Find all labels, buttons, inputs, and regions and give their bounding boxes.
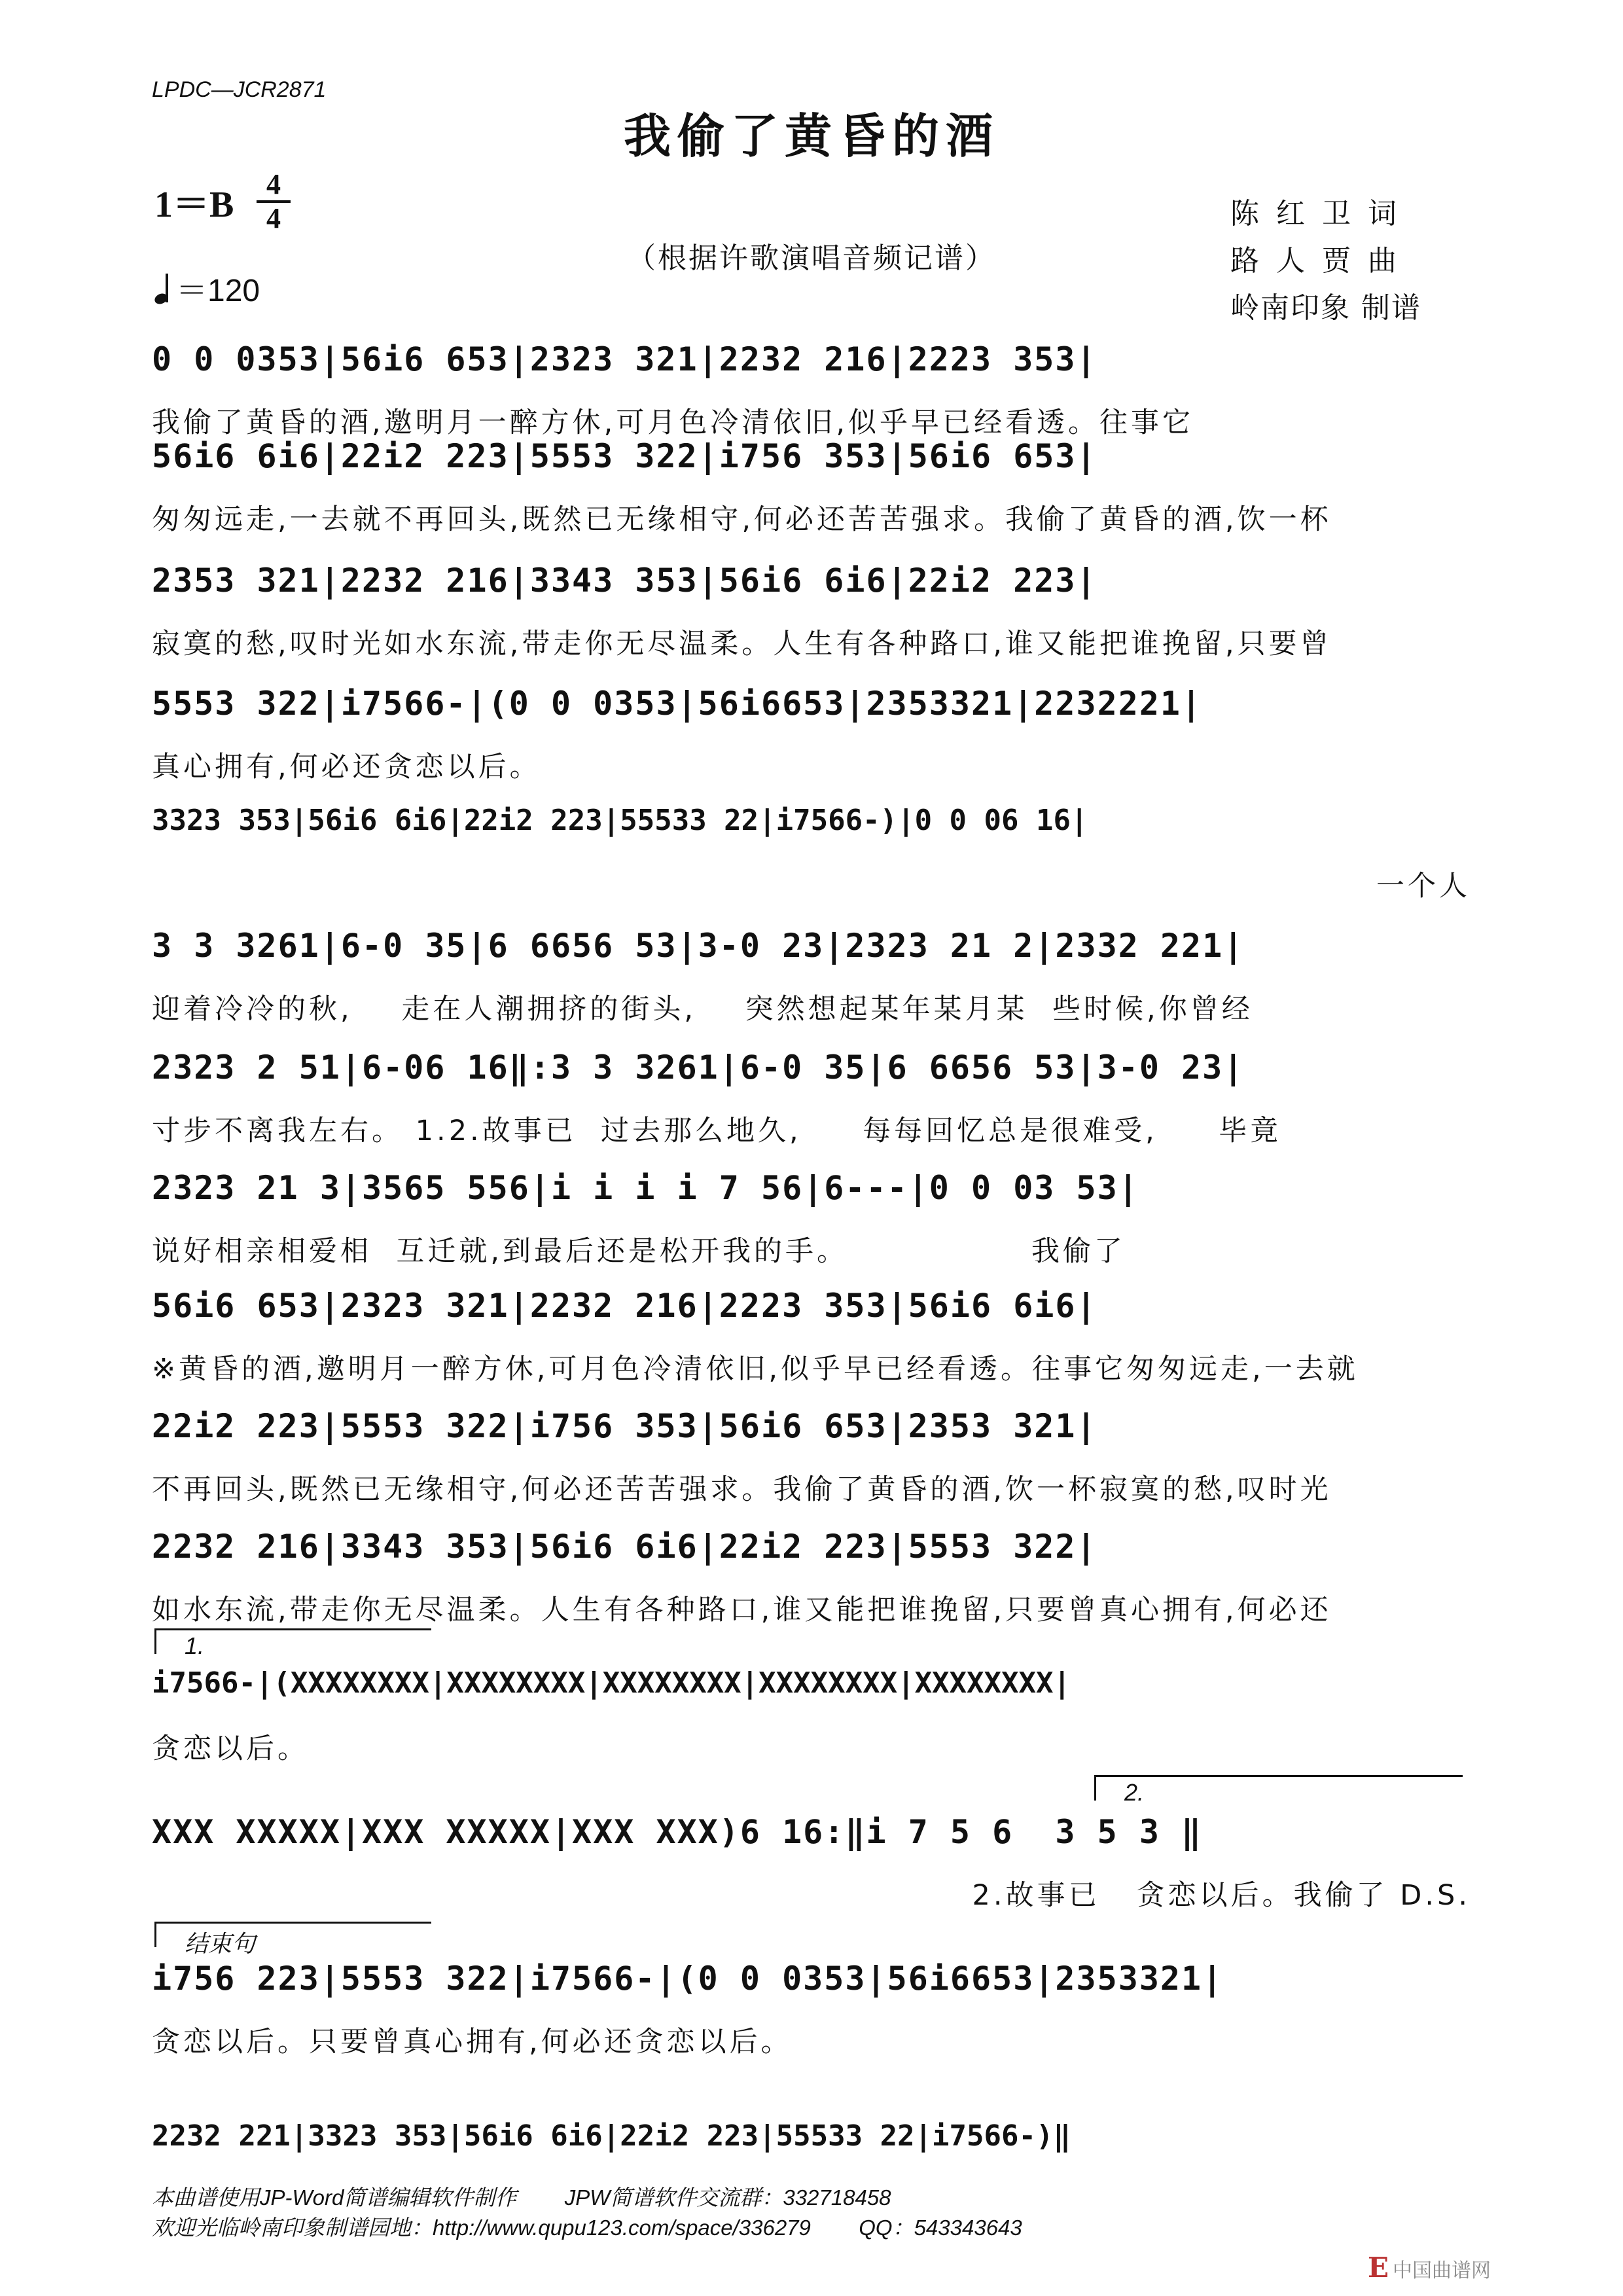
lyric-row: 我偷了黄昏的酒,邀明月一醉方休,可月色冷清依旧,似乎早已经看透。往事它 xyxy=(152,406,1194,439)
music-row: 22i2 223|5553 322|i756 353|56i6 653|2353 321| xyxy=(152,1407,1097,1445)
site-logo xyxy=(1368,2251,1491,2284)
tempo-value: ＝120 xyxy=(176,274,260,308)
lyric-row: 寂寞的愁,叹时光如水东流,带走你无尽温柔。人生有各种路口,谁又能把谁挽留,只要曾 xyxy=(152,628,1332,660)
score-code: LPDC—JCR2871 xyxy=(152,77,327,102)
volta-label: 结束句 xyxy=(185,1930,256,1957)
music-row: 0 0 0353|56i6 653|2323 321|2232 216|2223 353| xyxy=(152,340,1097,378)
lyric-row: 2.故事已 贪恋以后。我偷了 D.S. xyxy=(972,1879,1471,1912)
composer-credit: 路 人 贾 曲 xyxy=(1230,244,1400,278)
quarter-note-icon xyxy=(154,274,176,308)
lyric-row: 如水东流,带走你无尽温柔。人生有各种路口,谁又能把谁挽留,只要曾真心拥有,何必还 xyxy=(152,1594,1332,1626)
meter-bottom: 4 xyxy=(266,202,281,234)
lyric-row: 贪恋以后。只要曾真心拥有,何必还贪恋以后。 xyxy=(152,2026,793,2058)
music-row: 56i6 653|2323 321|2232 216|2223 353|56i6 6i6| xyxy=(152,1287,1097,1325)
music-row: 2323 21 3|3565 556|i i i i 7 56|6---|0 0 03 53| xyxy=(152,1169,1139,1207)
volta-label: 1. xyxy=(185,1632,205,1659)
music-row: 2353 321|2232 216|3343 353|56i6 6i6|22i2 223| xyxy=(152,562,1097,600)
music-row: XXX XXXXX|XXX XXXXX|XXX XXX)6 16:‖i 7 5 6 3 5 3 ‖ xyxy=(152,1813,1203,1851)
lyric-row: 贪恋以后。 xyxy=(152,1732,309,1765)
music-row: 3323 353|56i6 6i6|22i2 223|55533 22|i7566-)|0 0 06 16| xyxy=(152,804,1088,837)
lyric-row: 一个人 xyxy=(1376,870,1471,903)
music-row: 2232 221|3323 353|56i6 6i6|22i2 223|55533 22|i7566-)‖ xyxy=(152,2119,1071,2153)
song-title: 我偷了黄昏的酒 xyxy=(623,108,999,164)
logo-text: 中国曲谱网 xyxy=(1393,2259,1491,2282)
music-row: 3 3 3261|6-0 35|6 6656 53|3-0 23|2323 21 2|2332 221| xyxy=(152,927,1245,965)
arranger-credit: 岭南印象 制谱 xyxy=(1230,291,1421,325)
subtitle: （根据许歌演唱音频记谱） xyxy=(627,242,996,275)
music-row: 56i6 6i6|22i2 223|5553 322|i756 353|56i6 653| xyxy=(152,437,1097,475)
music-row: 2232 216|3343 353|56i6 6i6|22i2 223|5553 322| xyxy=(152,1528,1097,1566)
lyric-row: 匆匆远走,一去就不再回头,既然已无缘相守,何必还苦苦强求。我偷了黄昏的酒,饮一杯 xyxy=(152,503,1332,536)
music-row: 2323 2 51|6-06 16‖:3 3 3261|6-0 35|6 6656 53|3-0 23| xyxy=(152,1049,1245,1086)
key-signature: 1＝B xyxy=(154,185,234,225)
lyricist-credit: 陈 红 卫 词 xyxy=(1230,197,1400,230)
lyric-row: 不再回头,既然已无缘相守,何必还苦苦强求。我偷了黄昏的酒,饮一杯寂寞的愁,叹时光 xyxy=(152,1473,1332,1506)
volta-label: 2. xyxy=(1124,1779,1145,1806)
music-row: i7566-|(XXXXXXXX|XXXXXXXX|XXXXXXXX|XXXXXXXX|XXXXXXXX| xyxy=(152,1666,1071,1700)
lyric-row: 说好相亲相爱相 互迁就,到最后还是松开我的手。 我偷了 xyxy=(152,1235,1126,1268)
lyric-row: 寸步不离我左右。 1.2.故事已 过去那么地久, 每每回忆总是很难受, 毕竟 xyxy=(152,1115,1282,1147)
meter-top: 4 xyxy=(266,168,281,200)
lyric-row: ※黄昏的酒,邀明月一醉方休,可月色冷清依旧,似乎早已经看透。往事它匆匆远走,一去就 xyxy=(152,1353,1359,1386)
volta-bracket xyxy=(1094,1775,1463,1801)
lyric-row: 迎着冷冷的秋, 走在人潮拥挤的街头, 突然想起某年某月某 些时候,你曾经 xyxy=(152,993,1253,1026)
logo-mark: E xyxy=(1368,2251,1389,2284)
lyric-row: 真心拥有,何必还贪恋以后。 xyxy=(152,751,541,783)
time-signature xyxy=(257,168,291,234)
music-row: i756 223|5553 322|i7566-|(0 0 0353|56i6653|2353321| xyxy=(152,1960,1224,1998)
footer-line-1: 本曲谱使用JP-Word简谱编辑软件制作 JPW简谱软件交流群：332718458 xyxy=(152,2185,891,2210)
footer-line-2: 欢迎光临岭南印象制谱园地：http://www.qupu123.com/space/336279 QQ：543343643 xyxy=(152,2215,1022,2240)
music-row: 5553 322|i7566-|(0 0 0353|56i6653|2353321|2232221| xyxy=(152,685,1203,723)
